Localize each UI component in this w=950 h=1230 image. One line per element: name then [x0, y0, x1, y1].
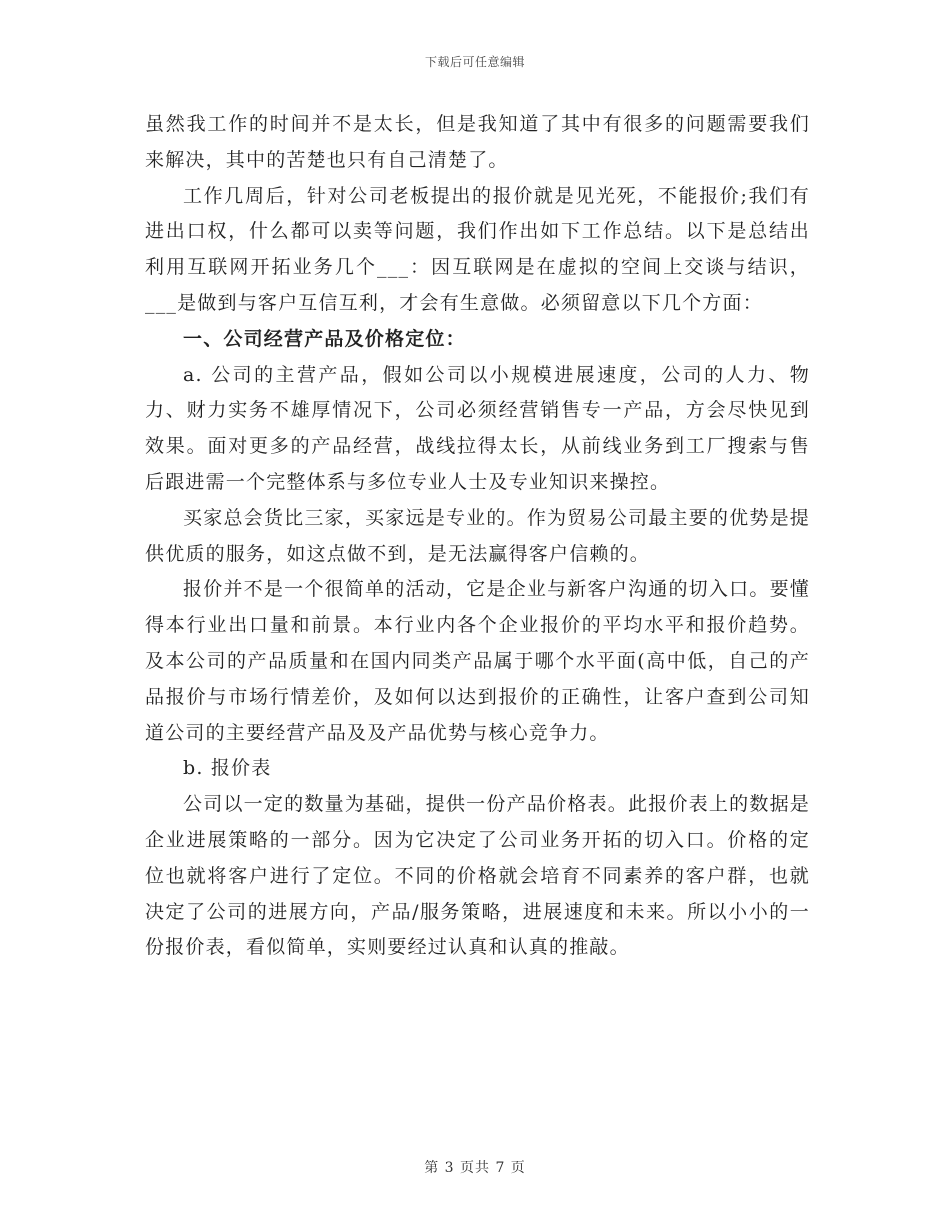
subheading-price-list: b. 报价表 — [183, 757, 272, 780]
paragraph-quotation-activity: 报价并不是一个很简单的活动，它是企业与新客户沟通的切入口。要懂得本行业出口量和前景。本行业内各个企业报价的平均水平和报价趋势。及本公司的产品质量和在国内同类产品属于哪个水平面(高中低，自己的产品报价与市场行情差价，及如何以达到报价的正确性，让客户查到公司知道公司的主要经营产品及及产品优势与核心竞争力。 — [145, 578, 810, 744]
paragraph-continuation: 虽然我工作的时间并不是太长，但是我知道了其中有很多的问题需要我们来解决，其中的苦楚也只有自己清楚了。 — [145, 113, 810, 171]
paragraph-main-product: a. 公司的主营产品，假如公司以小规模进展速度，公司的人力、物力、财力实务不雄厚情况下，公司必须经营销售专一产品，方会尽快见到效果。面对更多的产品经营，战线拉得太长，从前线业务到工厂搜索与售后跟进需一个完整体系与多位专业人士及专业知识来操控。 — [145, 363, 810, 493]
page-footer: 第 3 页共 7 页 — [424, 1160, 526, 1176]
paragraph-price-list: 公司以一定的数量为基础，提供一份产品价格表。此报价表上的数据是企业进展策略的一部分。因为它决定了公司业务开拓的切入口。价格的定位也就将客户进行了定位。不同的价格就会培育不同素养的客户群，也就决定了公司的进展方向，产品/服务策略，进展速度和未来。所以小小的一份报价表，看似简单，实则要经过认真和认真的推敲。 — [145, 793, 810, 959]
page-header: 下载后可任意编辑 — [424, 55, 525, 69]
paragraph-work-summary: 工作几周后，针对公司老板提出的报价就是见光死，不能报价;我们有进出口权，什么都可以卖等问题，我们作出如下工作总结。以下是总结出利用互联网开拓业务几个___：因互联网是在虚拟的空间上交谈与结识，___是做到与客户互信互利，才会有生意做。必须留意以下几个方面： — [145, 184, 810, 314]
document-body — [145, 107, 810, 966]
section-heading-product-pricing: 一、公司经营产品及价格定位： — [183, 327, 466, 350]
paragraph-buyer-comparison: 买家总会货比三家，买家远是专业的。作为贸易公司最主要的优势是提供优质的服务，如这点做不到，是无法赢得客户信赖的。 — [145, 506, 810, 565]
